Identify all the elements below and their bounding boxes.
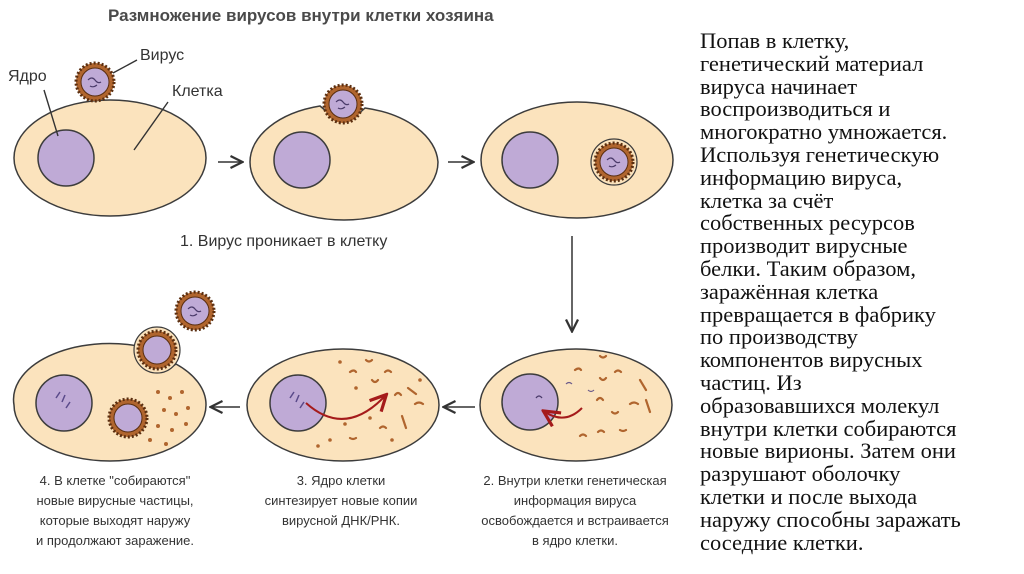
nucleus-2 bbox=[274, 132, 330, 188]
nucleus-step2 bbox=[502, 374, 558, 430]
label-pointer-virus bbox=[113, 60, 137, 73]
step4-caption: 4. В клетке "собираются" новые вирусные частицы, которые выходят наружу и продолжают заражение. bbox=[35, 473, 195, 548]
step3-caption: 3. Ядро клетки синтезирует новые копии вирусной ДНК/РНК. bbox=[264, 473, 418, 528]
nucleus-1 bbox=[38, 130, 94, 186]
virus-released bbox=[176, 292, 214, 330]
cell-step3 bbox=[247, 349, 439, 461]
step1-caption: 1. Вирус проникает в клетку bbox=[180, 233, 388, 250]
cell-step4 bbox=[14, 327, 206, 461]
label-virus: Вирус bbox=[140, 47, 185, 64]
cell-step2 bbox=[480, 349, 672, 461]
nucleus-3 bbox=[502, 132, 558, 188]
label-nucleus: Ядро bbox=[8, 68, 47, 85]
diagram-title: Размножение вирусов внутри клетки хозяина bbox=[108, 6, 494, 25]
nucleus-step4 bbox=[36, 375, 92, 431]
cell-3 bbox=[481, 102, 673, 218]
cell-1 bbox=[14, 100, 206, 216]
label-cell: Клетка bbox=[172, 83, 223, 100]
virus-1 bbox=[76, 63, 114, 101]
side-description: Попав в клетку, генетический материал вируса начинает воспроизводиться и многократно умножается. Используя генетическую информацию вируса, клетка за счёт собственных ресурсов производит вирусные белки. Таким образом, заражённая клетка превращается в фабрику по производству компонентов вирусных частиц. Из образовавшихся молекул внутри клетки собираются новые вирионы. Затем они разрушают оболочку клетки и после выхода наружу способны заражать соседние клетки. bbox=[700, 28, 961, 555]
nucleus-step3 bbox=[270, 375, 326, 431]
virus-2 bbox=[324, 85, 362, 123]
step2-caption: 2. Внутри клетки генетическая информация вируса освобождается и встраивается в ядро клетки. bbox=[481, 473, 669, 548]
